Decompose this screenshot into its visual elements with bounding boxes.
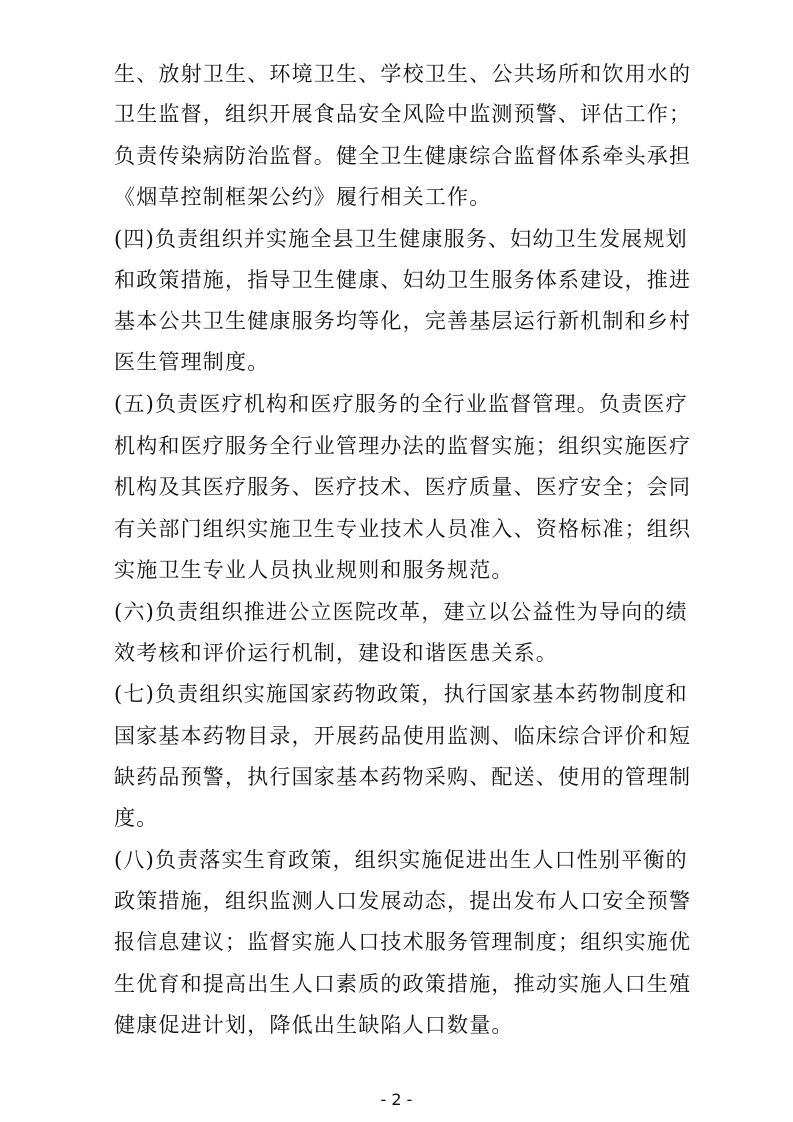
- text-line: 效考核和评价运行机制，建设和谐医患关系。: [114, 641, 558, 665]
- text-line: 有关部门组织实施卫生专业技术人员准入、资格标准；组织: [114, 517, 692, 541]
- text-line: 卫生监督，组织开展食品安全风险中监测预警、评估工作；: [114, 102, 692, 126]
- text-line: 和政策措施，指导卫生健康、妇幼卫生服务体系建设，推进: [114, 268, 692, 292]
- text-line: 国家基本药物目录，开展药品使用监测、临床综合评价和短: [114, 724, 692, 748]
- text-line: 报信息建议；监督实施人口技术服务管理制度；组织实施优: [114, 930, 692, 954]
- text-line: 缺药品预警，执行国家基本药物采购、配送、使用的管理制: [114, 765, 692, 789]
- text-line: (五)负责医疗机构和医疗服务的全行业监督管理。负责医疗: [114, 392, 688, 416]
- text-line: 健康促进计划，降低出生缺陷人口数量。: [114, 1013, 514, 1037]
- text-line: 基本公共卫生健康服务均等化，完善基层运行新机制和乡村: [114, 309, 692, 333]
- text-line: 度。: [114, 806, 159, 830]
- text-line: (七)负责组织实施国家药物政策，执行国家基本药物制度和: [114, 682, 688, 706]
- text-line: 医生管理制度。: [114, 350, 270, 374]
- page-number: - 2 -: [380, 1090, 413, 1109]
- text-line: (六)负责组织推进公立医院改革，建立以公益性为导向的绩: [114, 600, 688, 624]
- text-line: 《烟草控制框架公约》履行相关工作。: [114, 185, 492, 209]
- text-line: 机构及其医疗服务、医疗技术、医疗质量、医疗安全；会同: [114, 475, 692, 499]
- text-line: 生优育和提高出生人口素质的政策措施，推动实施人口生殖: [114, 972, 692, 996]
- text-line: (八)负责落实生育政策，组织实施促进出生人口性别平衡的: [114, 848, 688, 872]
- text-line: 机构和医疗服务全行业管理办法的监督实施；组织实施医疗: [114, 434, 692, 458]
- text-line: 政策措施，组织监测人口发展动态，提出发布人口安全预警: [114, 889, 692, 913]
- text-line: 实施卫生专业人员执业规则和服务规范。: [114, 558, 514, 582]
- text-line: 生、放射卫生、环境卫生、学校卫生、公共场所和饮用水的: [114, 62, 692, 86]
- text-line: (四)负责组织并实施全县卫生健康服务、妇幼卫生发展规划: [114, 227, 688, 251]
- text-line: 负责传染病防治监督。健全卫生健康综合监督体系牵头承担: [114, 144, 692, 168]
